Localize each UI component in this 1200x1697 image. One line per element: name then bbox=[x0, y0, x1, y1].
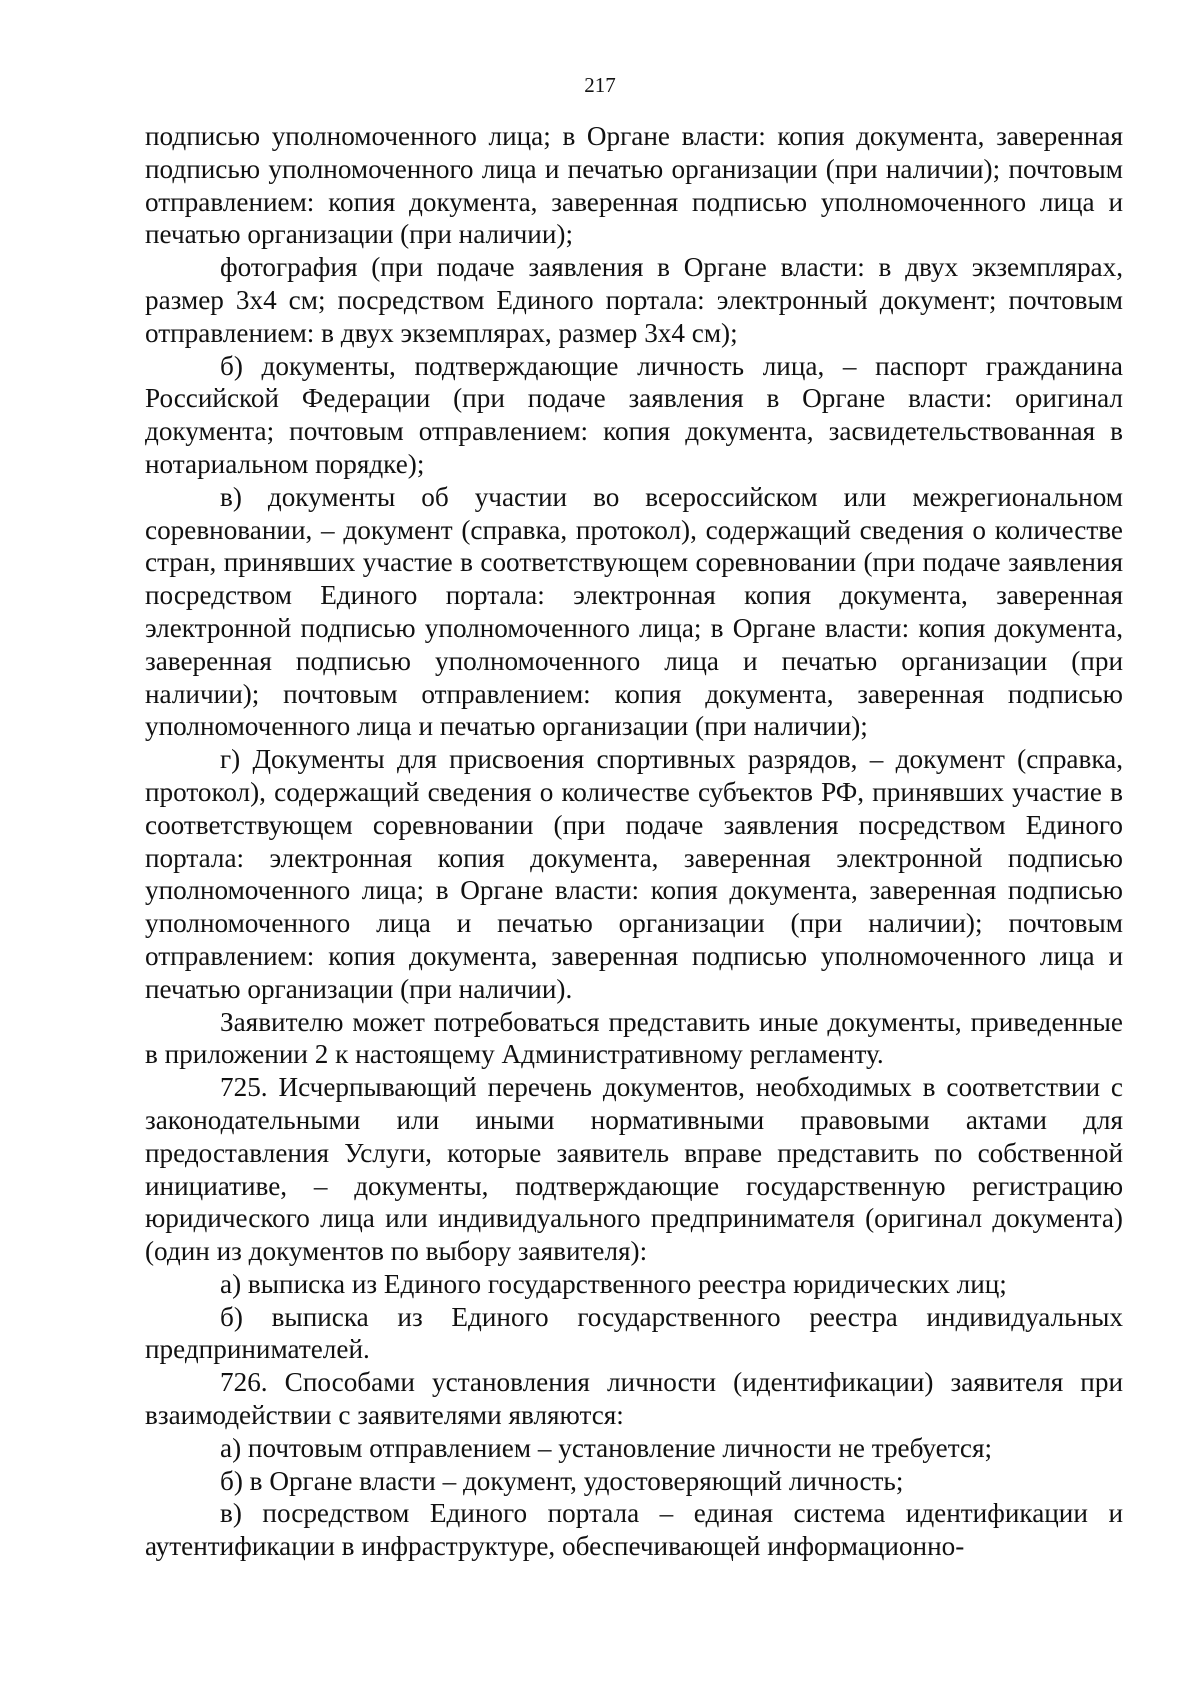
paragraph-725-b: б) выписка из Единого государственного реестра индивидуальных предпринимателей. bbox=[145, 1301, 1123, 1365]
paragraph-725-a: а) выписка из Единого государственного реестра юридических лиц; bbox=[220, 1268, 1007, 1299]
paragraph-726-a: а) почтовым отправлением – установление личности не требуется; bbox=[220, 1432, 993, 1463]
paragraph-item-g-sport-ranks: г) Документы для присвоения спортивных разрядов, – документ (справка, протокол), содержащий сведения о количестве субъектов РФ, принявших участие в соответствующем соревновании (при подаче заявления посредством Единого портала: электронная копия документа, заверенная электронной подписью уполномоченного лица; в Органе власти: копия документа, заверенная подписью уполномоченного лица и печатью организации (при наличии); почтовым отправлением: копия документа, заверенная подписью уполномоченного лица и печатью организации (при наличии). bbox=[145, 744, 1123, 1004]
document-body bbox=[145, 120, 1123, 1563]
paragraph-other-documents: Заявителю может потребоваться представить иные документы, приведенные в приложении 2 к настоящему Административному регламенту. bbox=[145, 1006, 1123, 1070]
paragraph-item-v-competition: в) документы об участии во всероссийском или межрегиональном соревновании, – документ (справка, протокол), содержащий сведения о количестве стран, принявших участие в соответствующем соревновании (при подаче заявления посредством Единого портала: электронная копия документа, заверенная электронной подписью уполномоченного лица; в Органе власти: копия документа, заверенная подписью уполномоченного лица и печатью организации (при наличии); почтовым отправлением: копия документа, заверенная подписью уполномоченного лица и печатью организации (при наличии); bbox=[145, 481, 1123, 742]
paragraph-item-b-identity: б) документы, подтверждающие личность лица, – паспорт гражданина Российской Федерации (при подаче заявления в Органе власти: оригинал документа; почтовым отправлением: копия документа, засвидетельствованная в нотариальном порядке); bbox=[145, 350, 1123, 479]
paragraph-726: 726. Способами установления личности (идентификации) заявителя при взаимодействии с заявителями являются: bbox=[145, 1367, 1123, 1431]
page-number: 217 bbox=[584, 73, 616, 97]
paragraph-726-b: б) в Органе власти – документ, удостоверяющий личность; bbox=[220, 1465, 904, 1496]
paragraph-photo: фотография (при подаче заявления в Органе власти: в двух экземплярах, размер 3х4 см; посредством Единого портала: электронный документ; почтовым отправлением: в двух экземплярах, размер 3х4 см); bbox=[145, 252, 1123, 348]
paragraph-continuation: подписью уполномоченного лица; в Органе власти: копия документа, заверенная подписью уполномоченного лица и печатью организации (при наличии); почтовым отправлением: копия документа, заверенная подписью уполномоченного лица и печатью организации (при наличии); bbox=[145, 121, 1123, 250]
paragraph-726-v: в) посредством Единого портала – единая система идентификации и аутентификации в инфраструктуре, обеспечивающей информационно- bbox=[145, 1498, 1123, 1562]
paragraph-725: 725. Исчерпывающий перечень документов, необходимых в соответствии с законодательными или иными нормативными правовыми актами для предоставления Услуги, которые заявитель вправе представить по собственной инициативе, – документы, подтверждающие государственную регистрацию юридического лица или индивидуального предпринимателя (оригинал документа) (один из документов по выбору заявителя): bbox=[145, 1072, 1123, 1267]
